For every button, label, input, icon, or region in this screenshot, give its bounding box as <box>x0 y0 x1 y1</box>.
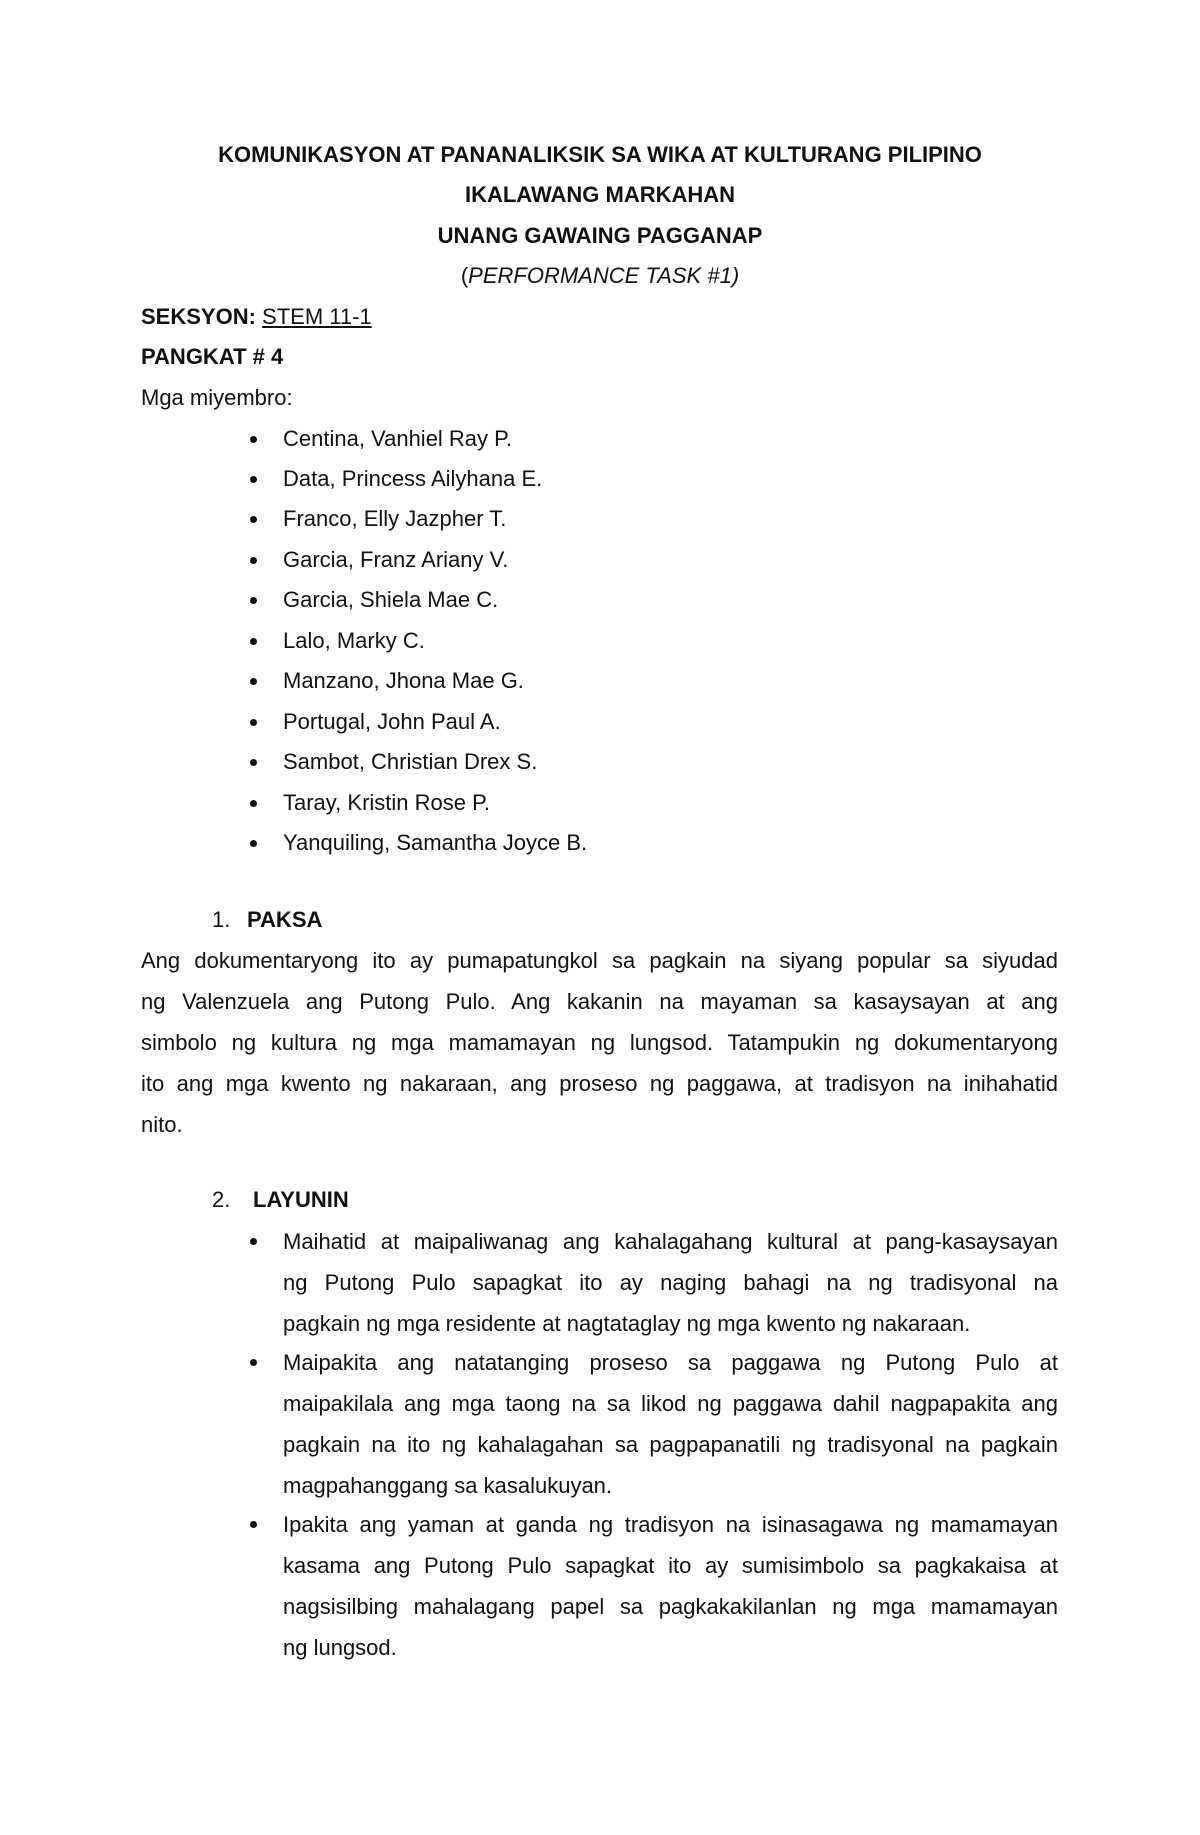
task-subtitle-text: PERFORMANCE TASK #1) <box>468 263 740 288</box>
bullet-icon <box>250 597 257 604</box>
bullet-icon <box>250 1521 257 1528</box>
bullet-icon <box>250 436 257 443</box>
bullet-icon <box>250 476 257 483</box>
bullet-icon <box>250 1359 257 1366</box>
bullet-icon <box>250 1238 257 1245</box>
bullet-icon <box>250 638 257 645</box>
bullet-icon <box>250 800 257 807</box>
topic-paragraph: Ang dokumentaryong ito ay pumapatungkol sa pagkain na siyang popular sa siyudad ng Valenzuela ang Putong Pulo. Ang kakanin na mayaman sa kasaysayan at ang simbolo ng kultura ng mga mamamayan ng lungsod. Tatampukin ng dokumentaryong ito ang mga kwento ng nakaraan, ang proseso ng paggawa, at tradisyon na inihahatid nito. <box>141 948 1058 1137</box>
bullet-icon <box>250 678 257 685</box>
task-subtitle-paren: ( <box>460 263 469 288</box>
task-title: UNANG GAWAING PAGGANAP <box>437 223 763 248</box>
objectives-heading: LAYUNIN <box>253 1187 349 1212</box>
bullet-icon <box>250 759 257 766</box>
course-title: KOMUNIKASYON AT PANANALIKSIK SA WIKA AT KULTURANG PILIPINO <box>218 142 982 167</box>
topic-heading: PAKSA <box>247 907 323 932</box>
group-label: PANGKAT # 4 <box>141 344 284 369</box>
bullet-icon <box>250 516 257 523</box>
topic-number: 1. <box>212 907 231 932</box>
section-line <box>141 303 372 331</box>
bullet-icon <box>250 557 257 564</box>
task-subtitle <box>0 262 1200 290</box>
section-label: SEKSYON: <box>141 304 256 329</box>
bullet-icon <box>250 840 257 847</box>
document-page: KOMUNIKASYON AT PANANALIKSIK SA WIKA AT KULTURANG PILIPINO IKALAWANG MARKAHAN UNANG GAWAING PAGGANAP (PERFORMANCE TASK #1) SEKSYON: STEM 11-1 PANGKAT # 4 Mga miyembro: Centina, Vanhiel Ray P. Data, Princess Ailyhana E. Franco, Elly Jazpher T. Garcia, Franz Ariany V. Garcia, Shiela Mae C. Lalo, Marky C. Manzano, Jhona Mae G. Portugal, John Paul A. Sambot, Christian Drex S. Taray, Kristin Rose P. Yanquiling, Samantha Joyce B. 1. PAKSA Ang dokumentaryong ito ay pumapatungkol sa pagkain na siyang popular sa siyudad ng Valenzuela ang Putong Pulo. Ang kakanin na mayaman sa kasaysayan at ang simbolo ng kultura ng mga mamamayan ng lungsod. Tatampukin ng dokumentaryong ito ang mga kwento ng nakaraan, ang proseso ng paggawa, at tradisyon na inihahatid nito. 2. LAYUNIN Maihatid at maipaliwanag ang kahalagahang kultural at pang-kasaysayan ng Putong Pulo sapagkat ito ay naging bahagi na ng tradisyonal na pagkain ng mga residente at nagtataglay ng mga kwento ng nakaraan. Maipakita ang natatanging proseso sa paggawa ng Putong Pulo at maipakilala ang mga taong na sa likod ng paggawa dahil nagpapakita ang pagkain na ito ng kahalagahan sa pagpapanatili ng tradisyonal na pagkain magpahanggang sa kasalukuyan. Ipakita ang yaman at ganda ng tradisyon na isinasagawa ng mamamayan kasama ang Putong Pulo sapagkat ito ay sumisimbolo sa pagkakaisa at nagsisilbing mahalagang papel sa pagkakakilanlan ng mga mamamayan ng lungsod. <box>0 0 1200 1835</box>
bullet-icon <box>250 719 257 726</box>
members-label: Mga miyembro: <box>141 385 293 410</box>
section-value: STEM 11-1 <box>262 304 372 329</box>
objectives-number: 2. <box>212 1187 231 1212</box>
quarter-title: IKALAWANG MARKAHAN <box>464 182 736 207</box>
